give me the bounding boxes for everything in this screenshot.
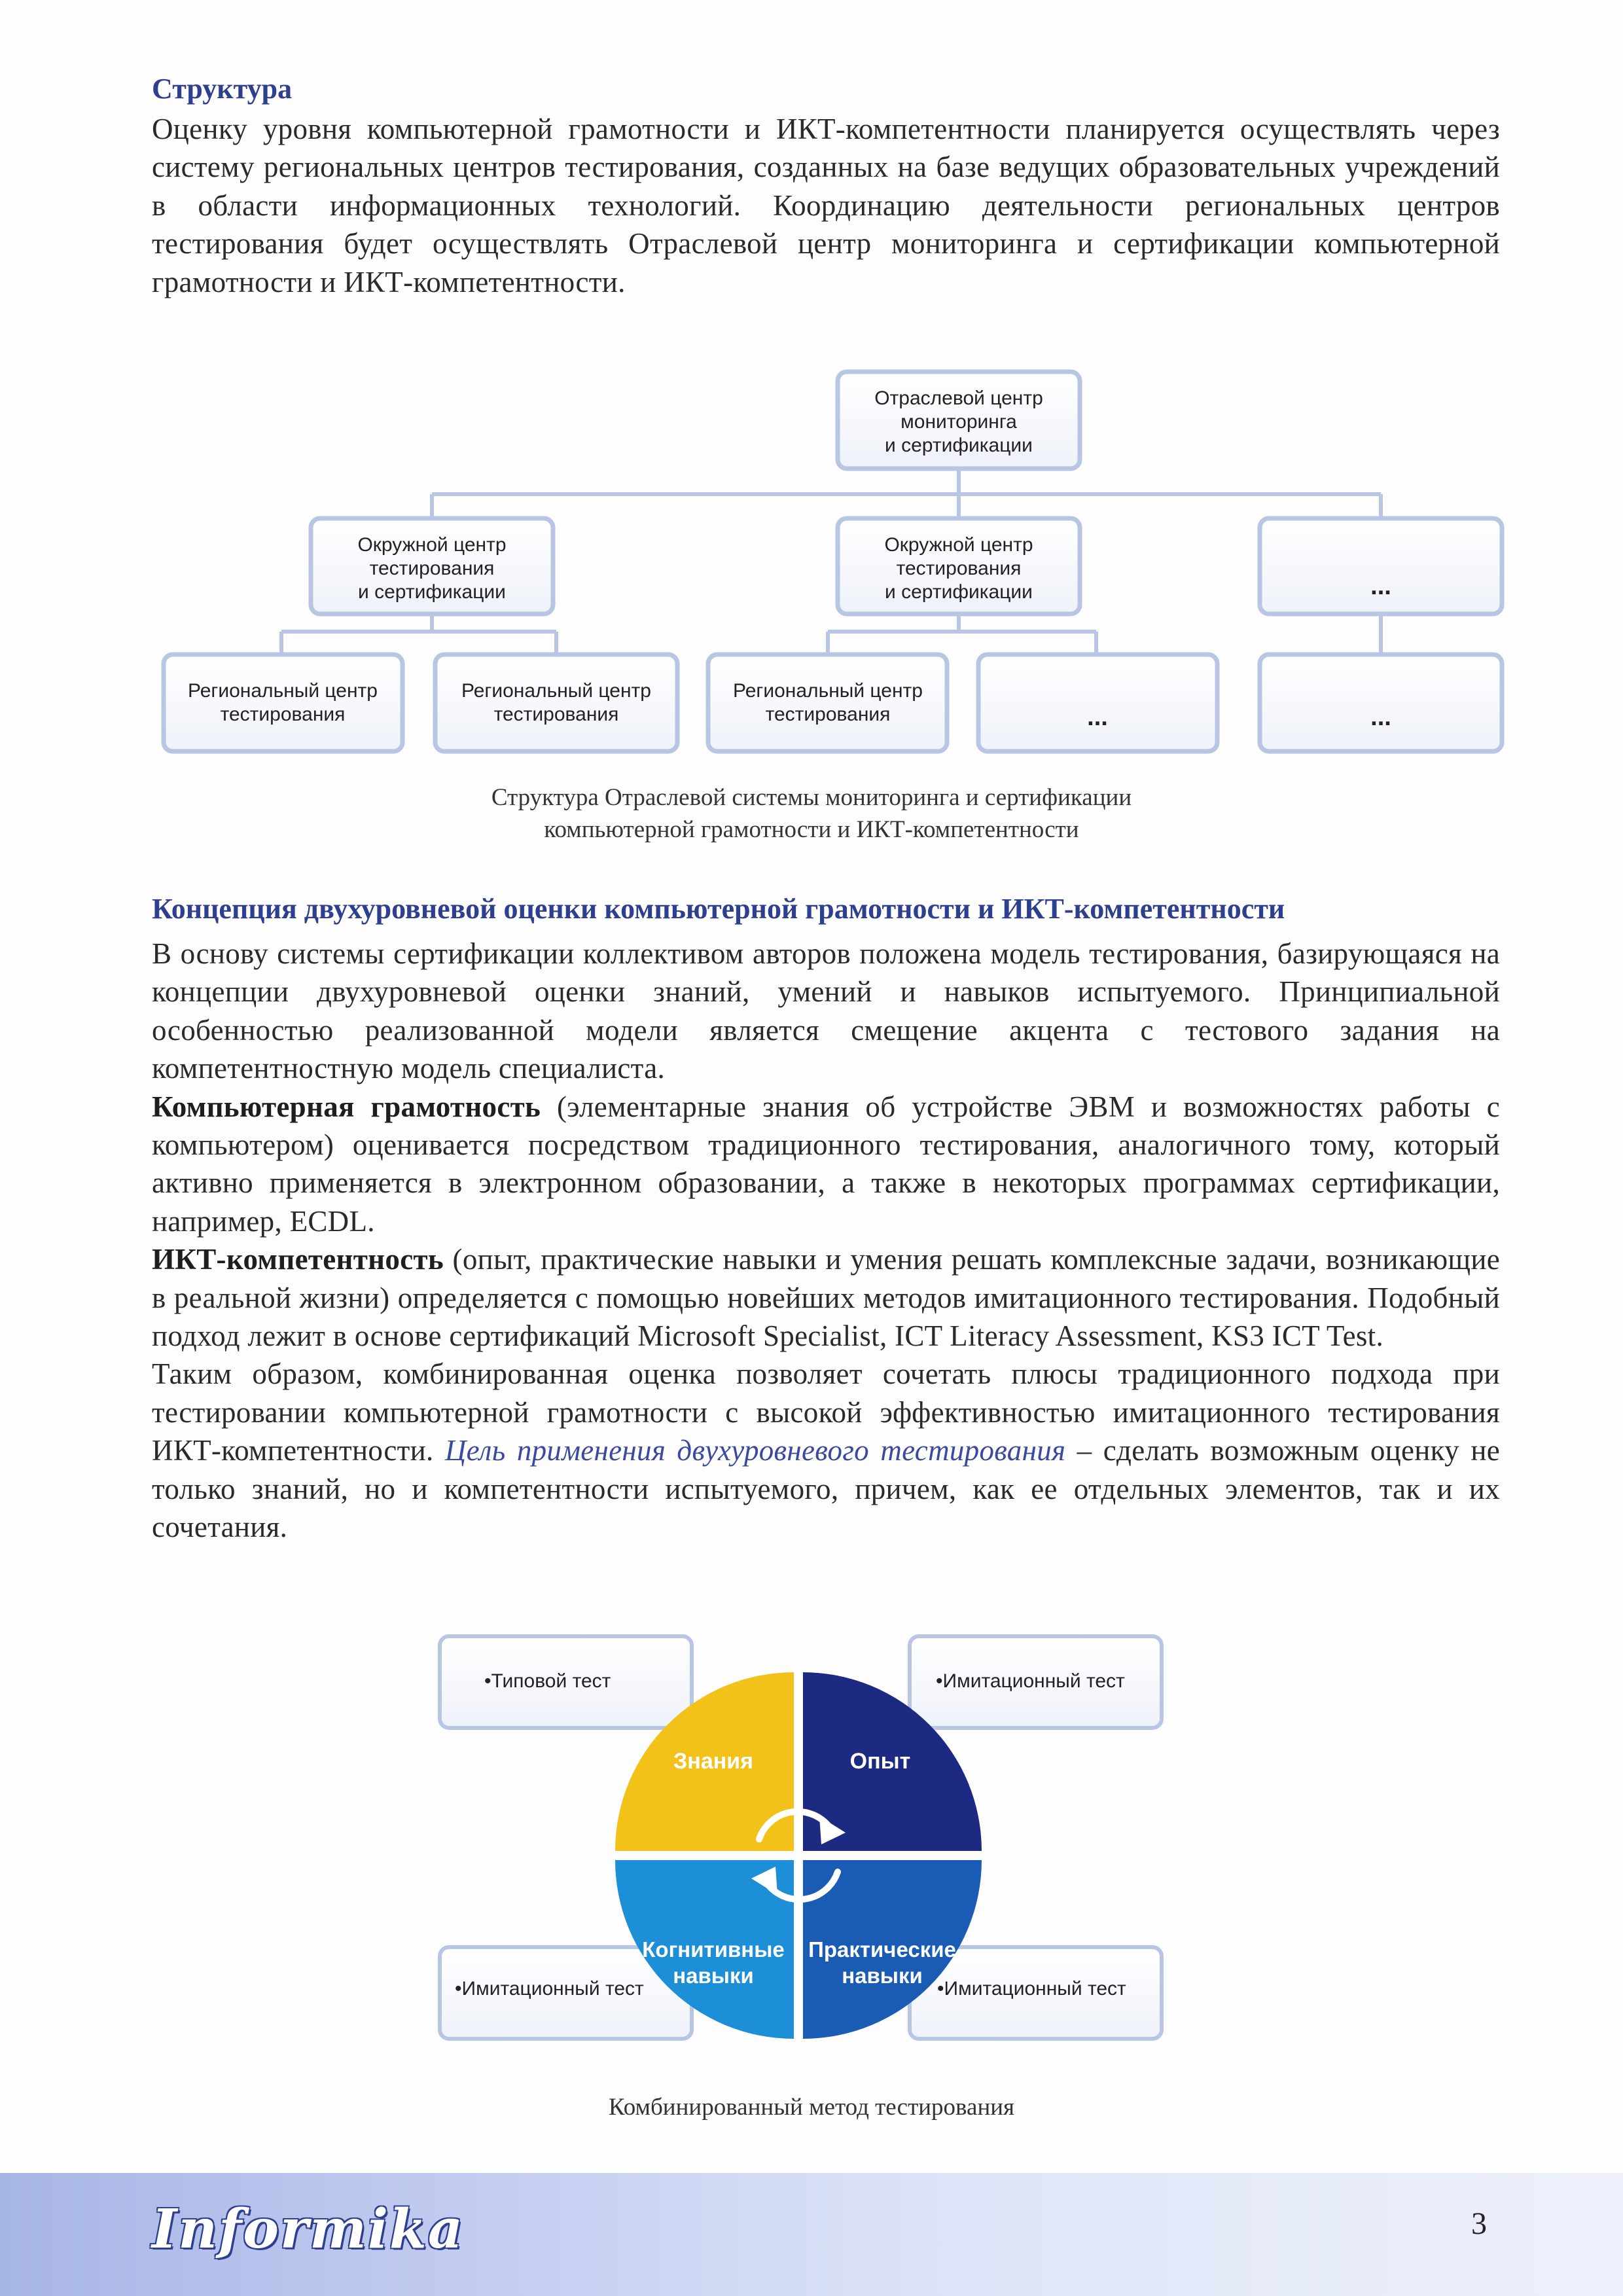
svg-text:...: ... <box>1370 704 1391 731</box>
structure-paragraph: Оценку уровня компьютерной грамотности и ИКТ-компетентности планируется осуществлять через систему региональных центров тестирования, созданных на базе ведущих образовательных учреждений в области информационных технологий. Координацию деятельности региональных центров тестирования будет осуществлять Отраслевой центр мониторинга и сертификации компьютерной грамотности и ИКТ-компетентности. <box>152 113 1500 298</box>
term-ict-competence: ИКТ-компетентность <box>152 1243 444 1276</box>
concept-paragraph-3: (опыт, практические навыки и умения решать комплексные задачи, возникающие в реальной жизни) определяется с помощью новейших методов имитационного тестирования. Подобный подход лежит в основе сертификаций Microsoft Specialist, ICT Literacy Assessment, KS3 ICT Test. <box>152 1243 1500 1353</box>
svg-text:•Имитационный тест: •Имитационный тест <box>455 1978 644 2000</box>
label-cognitive-line1: Когнитивные <box>642 1937 785 1962</box>
label-experience: Опыт <box>849 1749 911 1774</box>
svg-text:тестирования: тестирования <box>493 704 619 725</box>
org-regional-box-1 <box>164 655 402 751</box>
org-district-box-2 <box>838 518 1080 614</box>
svg-text:Региональный центр: Региональный центр <box>188 680 378 702</box>
caption-org-chart-line2: компьютерной грамотности и ИКТ-компетентности <box>544 816 1079 843</box>
org-top-box <box>838 372 1080 469</box>
label-practical-line2: навыки <box>842 1964 923 1988</box>
org-chart <box>144 367 1518 759</box>
svg-text:Окружной центр: Окружной центр <box>884 534 1033 556</box>
org-district-box-3 <box>1260 518 1502 614</box>
svg-text:тестирования: тестирования <box>765 704 891 725</box>
label-practical-line1: Практические <box>808 1937 956 1962</box>
org-top-line2: мониторинга <box>901 411 1017 433</box>
concept-text <box>152 935 1500 1547</box>
svg-text:•Имитационный тест: •Имитационный тест <box>937 1978 1126 2000</box>
org-top-line3: и сертификации <box>885 435 1033 456</box>
concept-paragraph-4a: Таким образом, комбинированная оценка позволяет сочетать плюсы традиционного подхода при тестировании компьютерной грамотности с высокой эффективностью имитационного тестирования ИКТ-компетентности. <box>152 1357 1500 1467</box>
org-regional-box-4 <box>978 655 1217 751</box>
page-number: 3 <box>1471 2206 1487 2241</box>
org-regional-box-5 <box>1260 655 1502 751</box>
svg-text:Региональный центр: Региональный центр <box>461 680 651 702</box>
caption-org-chart-line1: Структура Отраслевой системы мониторинга и сертификации <box>491 784 1132 811</box>
svg-text:•Имитационный тест: •Имитационный тест <box>936 1670 1125 1692</box>
org-district-box-1 <box>311 518 553 614</box>
label-knowledge: Знания <box>673 1749 754 1774</box>
informika-logo: Informika <box>152 2198 465 2261</box>
caption-combined-method: Комбинированный метод тестирования <box>608 2094 1015 2121</box>
concept-goal-phrase: Цель применения двухуровневого тестирования <box>444 1434 1066 1467</box>
svg-text:и сертификации: и сертификации <box>885 581 1033 603</box>
svg-text:тестирования: тестирования <box>896 558 1022 579</box>
combined-method-diagram <box>419 1617 1204 2088</box>
term-computer-literacy: Компьютерная грамотность <box>152 1090 541 1123</box>
org-regional-box-3 <box>708 655 947 751</box>
box-simulation-test-tr <box>910 1636 1162 1728</box>
concept-paragraph-2: (элементарные знания об устройстве ЭВМ и возможностях работы с компьютером) оценивается посредством традиционного тестирования, аналогичного тому, который активно применяется в электронном образовании, а также в некоторых программах сертификации, например, ECDL. <box>152 1090 1500 1238</box>
section-heading-concept: Концепция двухуровневой оценки компьютерной грамотности и ИКТ-компетентности <box>152 893 1285 925</box>
svg-text:Региональный центр: Региональный центр <box>733 680 923 702</box>
svg-text:и сертификации: и сертификации <box>358 581 506 603</box>
label-cognitive-line2: навыки <box>673 1964 754 1988</box>
concept-paragraph-4b: – сделать возможным оценку не только знаний, но и компетентности испытуемого, причем, как ее отдельных элементов, так и их сочетания. <box>152 1434 1500 1544</box>
svg-text:тестирования: тестирования <box>369 558 495 579</box>
svg-text:...: ... <box>1087 704 1108 731</box>
svg-text:Окружной центр: Окружной центр <box>357 534 507 556</box>
svg-text:•Типовой тест: •Типовой тест <box>484 1670 611 1692</box>
section-heading-structure: Структура <box>152 73 293 105</box>
svg-text:тестирования: тестирования <box>220 704 346 725</box>
org-top-line1: Отраслевой центр <box>874 387 1043 409</box>
box-typical-test <box>440 1636 692 1728</box>
svg-text:...: ... <box>1370 573 1391 600</box>
concept-paragraph-1: В основу системы сертификации коллективом авторов положена модель тестирования, базирующаяся на концепции двухуровневой оценки знаний, умений и навыков испытуемого. Принципиальной особенностью реализованной модели является смещение акцента с тестового задания на компетентностную модель специалиста. <box>152 937 1500 1085</box>
org-regional-box-2 <box>435 655 677 751</box>
